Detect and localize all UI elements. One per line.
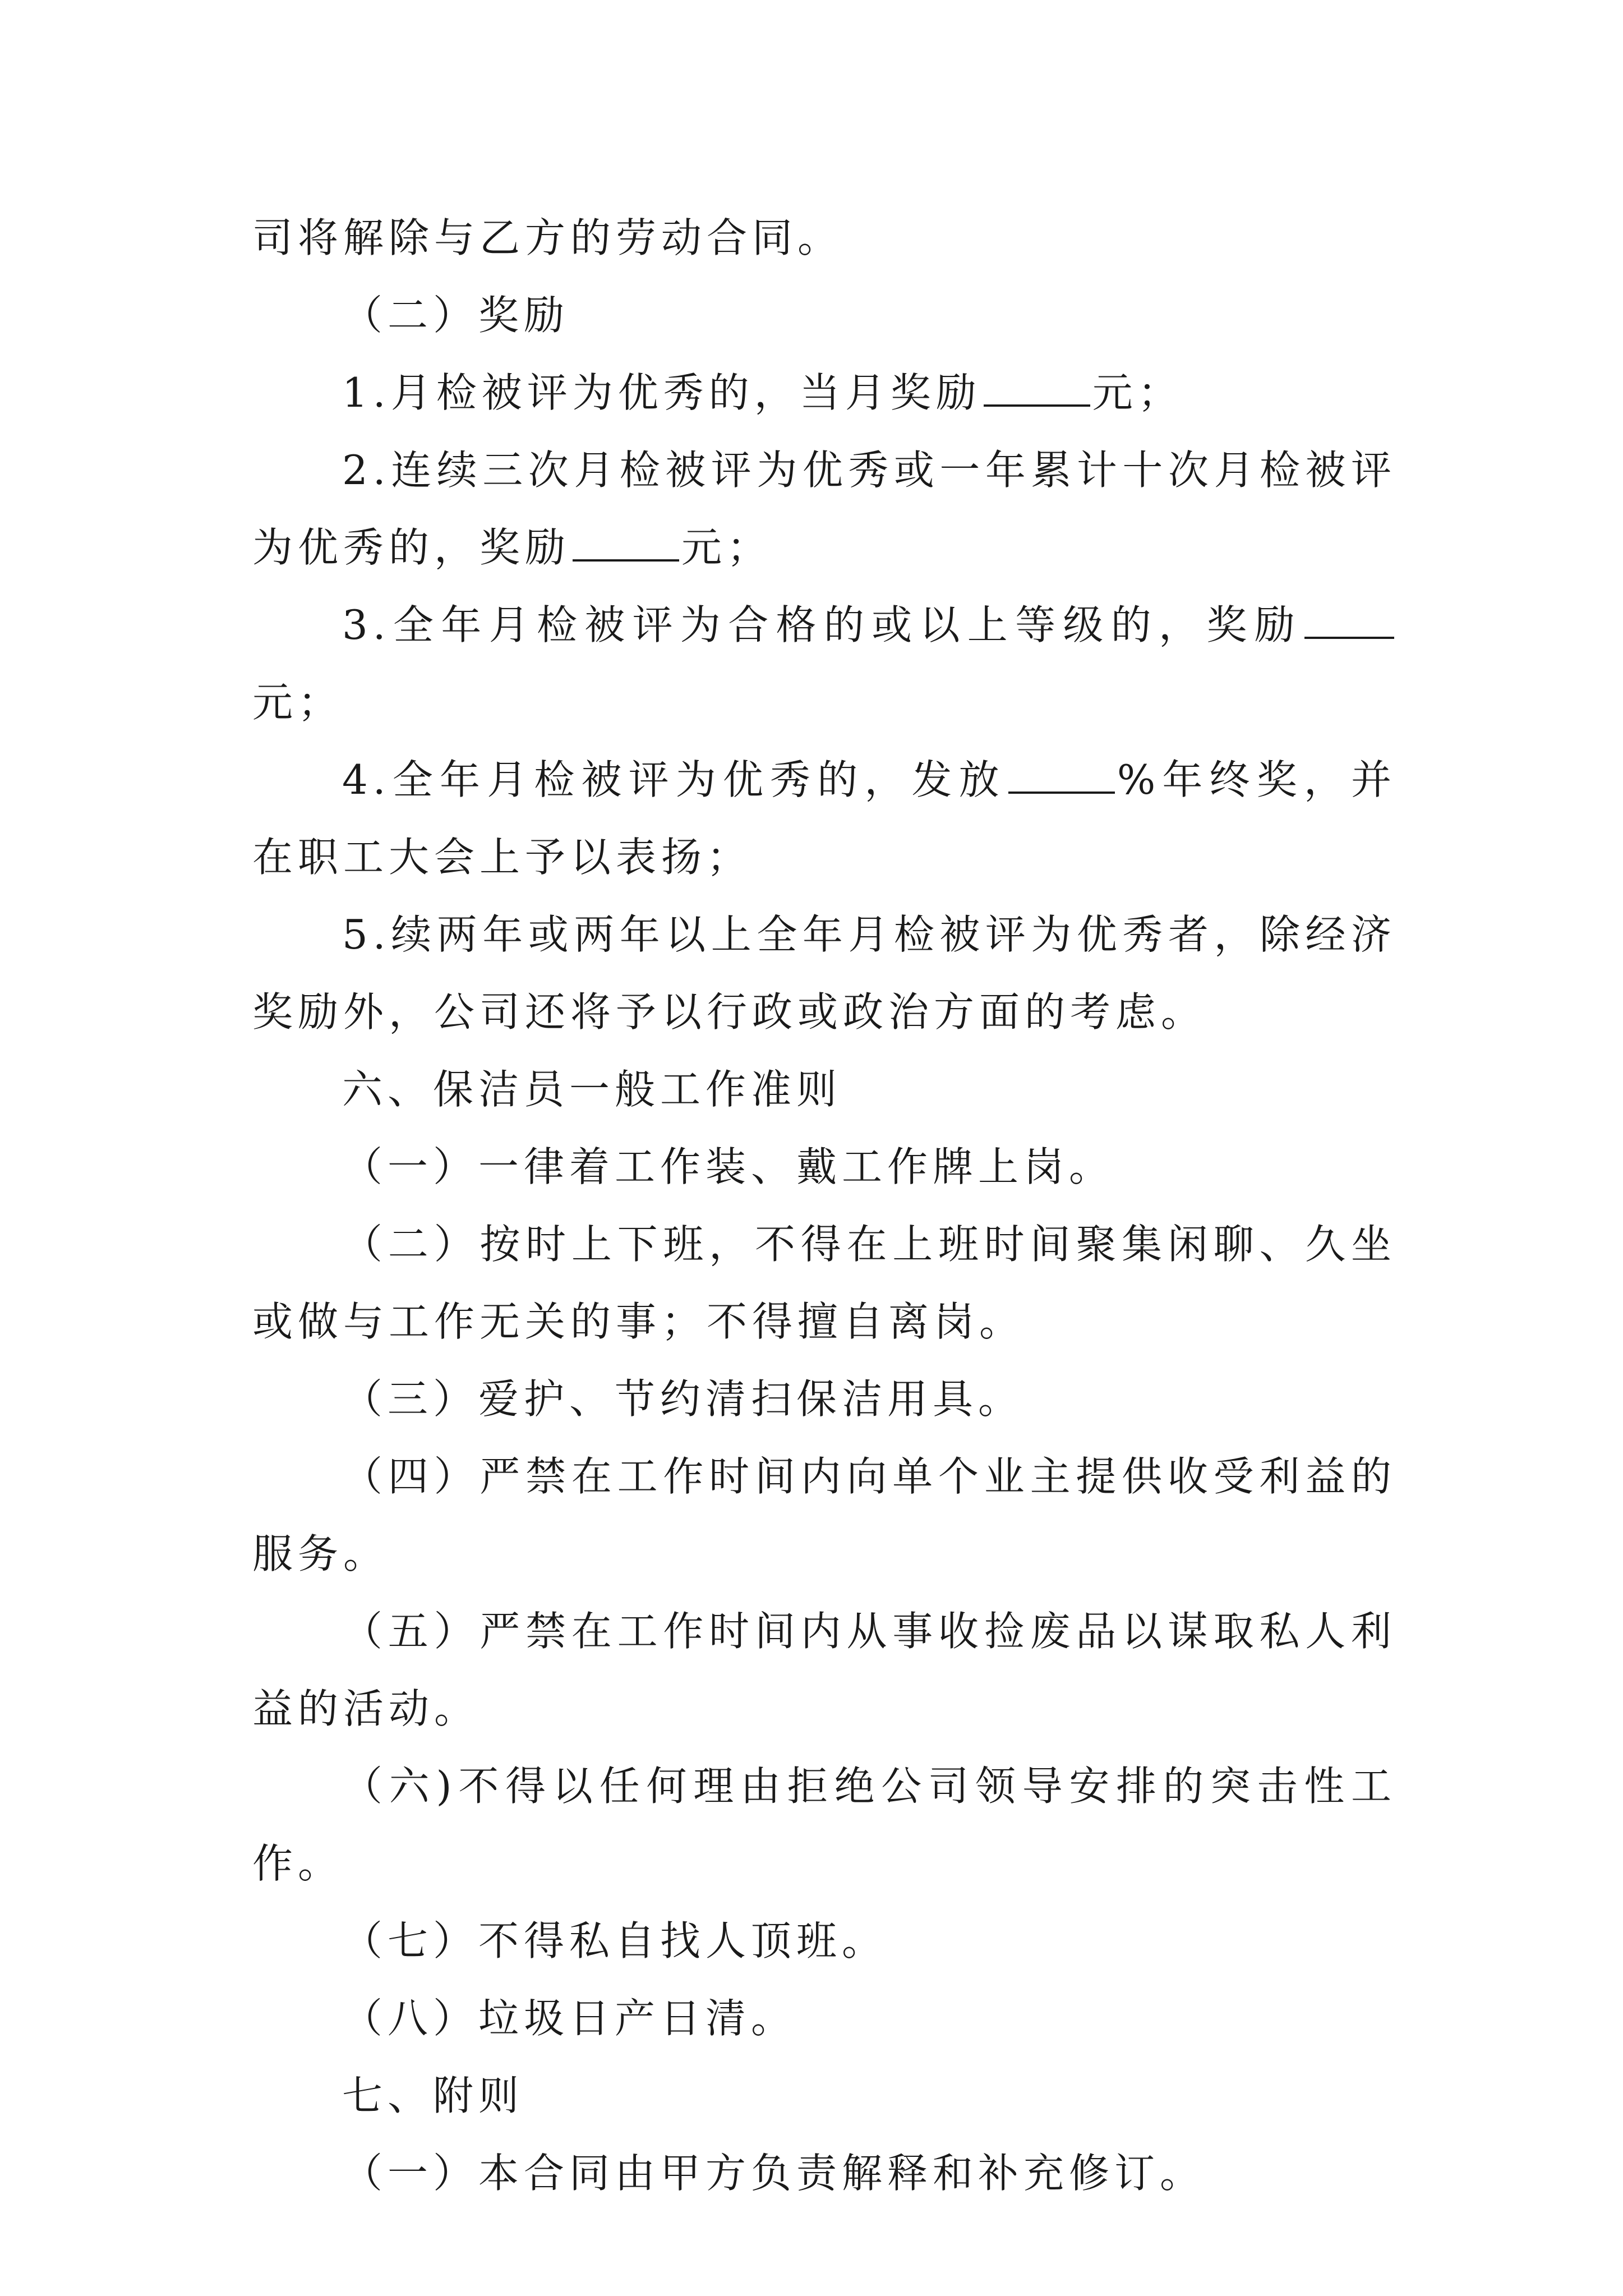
- rule-7: （七）不得私自找人顶班。: [342, 1917, 888, 1964]
- document-body: [252, 199, 1396, 2212]
- rule-8: （八）垃圾日产日清。: [342, 1995, 797, 2042]
- amount-blank: [984, 371, 1090, 407]
- amount-blank: [573, 526, 679, 562]
- percent-blank: [1008, 758, 1115, 794]
- rule-3: （三）爱护、节约清扫保洁用具。: [342, 1375, 1024, 1423]
- reward-item-4: 4.全年月检被评为优秀的，发放 %年终奖，并在职工大会上予以表扬；: [252, 756, 1396, 881]
- reward-item-3: 3.全年月检被评为合格的或以上等级的，奖励元；: [252, 586, 1396, 741]
- reward-item-2: 2.连续三次月检被评为优秀或一年累计十次月检被评为优秀的，奖励 元；: [252, 447, 1396, 571]
- heading-supplementary: 七、附则: [342, 2072, 524, 2119]
- rule-6: （六)不得以任何理由拒绝公司领导安排的突击性工作。: [252, 1763, 1396, 1887]
- heading-general-rules: 六、保洁员一般工作准则: [342, 1066, 842, 1113]
- reward-item-1: 1.月检被评为优秀的，当月奖励 元；: [342, 369, 1183, 416]
- rule-1: （一）一律着工作装、戴工作牌上岗。: [342, 1143, 1115, 1190]
- reward-item-5: 5.续两年或两年以上全年月检被评为优秀者，除经济奖励外，公司还将予以行政或政治方面的考虑。: [252, 911, 1396, 1036]
- rule-4: （四）严禁在工作时间内向单个业主提供收受利益的服务。: [252, 1453, 1396, 1577]
- amount-blank: [1304, 603, 1394, 639]
- rule-5: （五）严禁在工作时间内从事收捡废品以谋取私人利益的活动。: [252, 1608, 1396, 1732]
- supplementary-1: （一）本合同由甲方负责解释和补充修订。: [342, 2150, 1206, 2197]
- rule-2: （二）按时上下班，不得在上班时间聚集闲聊、久坐或做与工作无关的事；不得擅自离岗。: [252, 1221, 1396, 1345]
- paragraph-contract-termination: 司将解除与乙方的劳动合同。: [252, 214, 843, 261]
- heading-rewards: （二）奖励: [342, 292, 570, 339]
